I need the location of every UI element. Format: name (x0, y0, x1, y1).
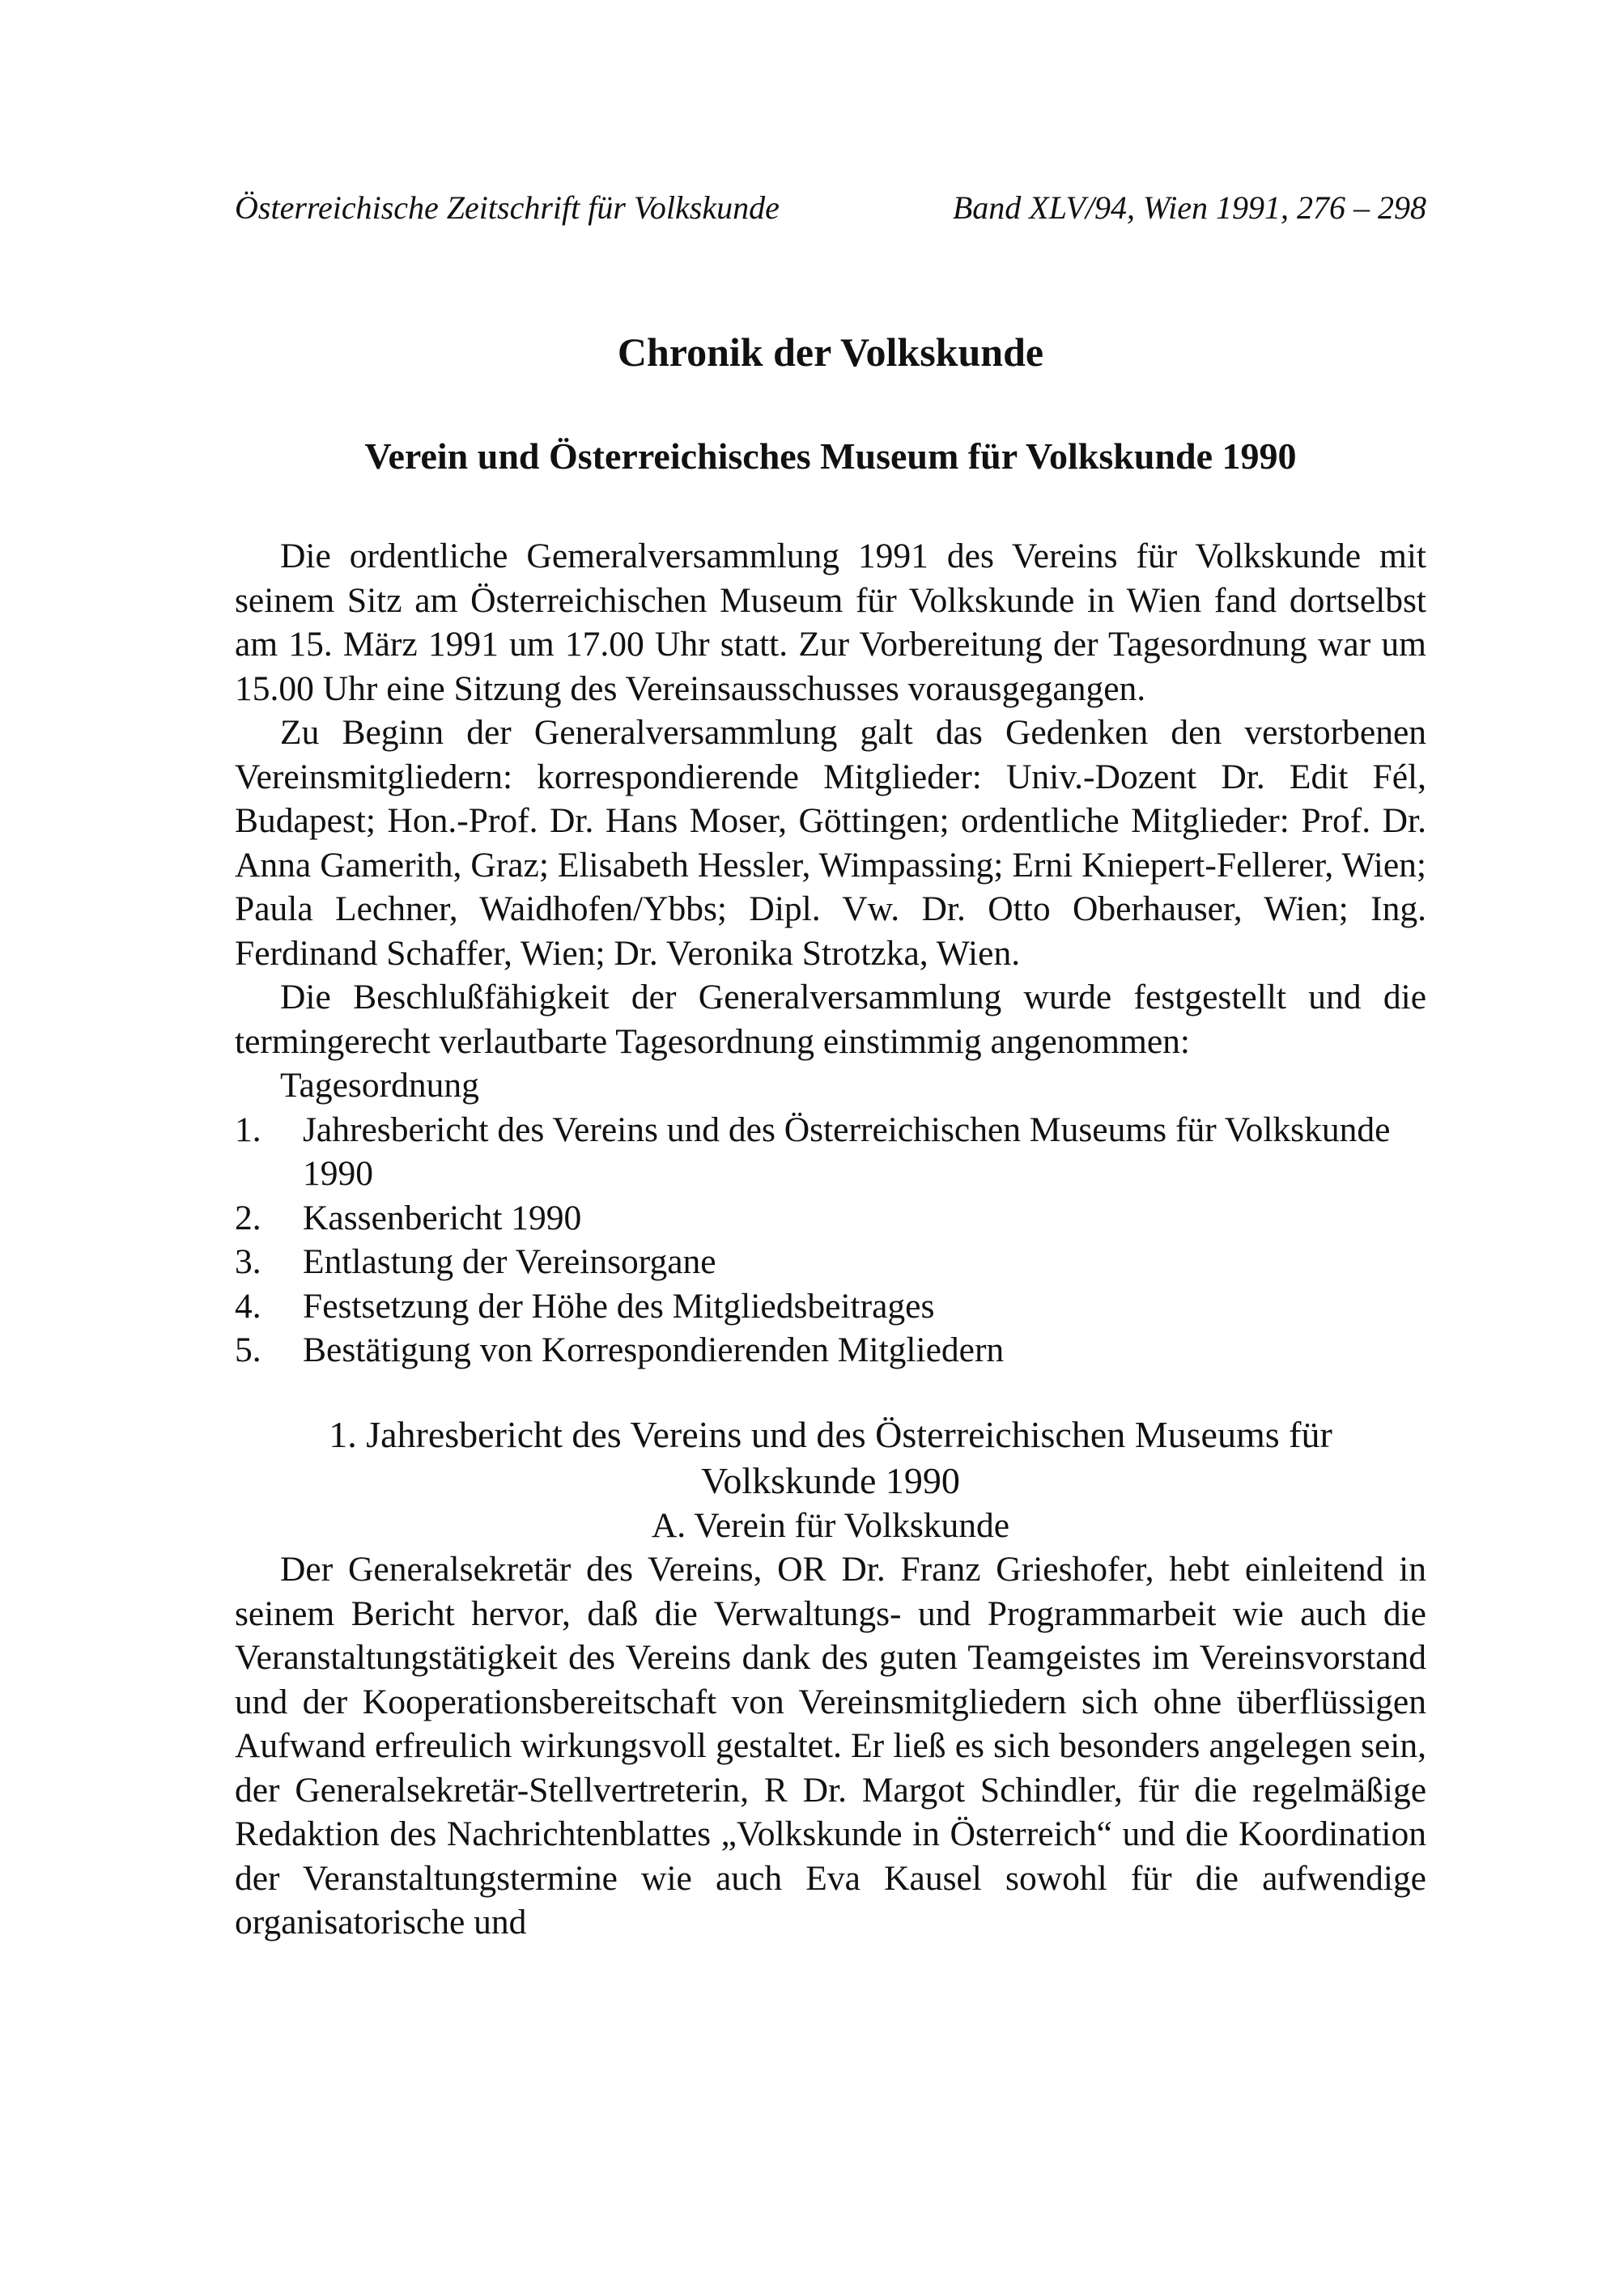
journal-name: Österreichische Zeitschrift für Volkskunde (235, 189, 780, 226)
agenda-item-number: 3. (235, 1242, 261, 1281)
agenda-item-number: 5. (235, 1330, 261, 1369)
agenda-item-text: Festsetzung der Höhe des Mitgliedsbeitrages (303, 1286, 935, 1326)
paragraph-quorum: Die Beschlußfähigkeit der Generalversammlung wurde festgestellt und die termingerecht verlautbarte Tagesordnung einstimmig angenommen: (235, 978, 1426, 1061)
agenda-item-text: Entlastung der Vereinsorgane (303, 1242, 716, 1281)
agenda-heading: Tagesordnung (280, 1066, 479, 1105)
paragraph-report: Der Generalsekretär des Vereins, OR Dr. Franz Grieshofer, hebt einleitend in seinem Bericht hervor, daß die Verwaltungs- und Programmarbeit wie auch die Veranstaltungstätigkeit des Vereins dank des guten Teamgeistes im Vereinsvorstand und der Kooperationsbereitschaft von Vereinsmitgliedern sich ohne überflüssigen Aufwand erfreulich wirkungsvoll gestaltet. Er ließ es sich besonders angelegen sein, der Generalsekretär-Stellvertreterin, R Dr. Margot Schindler, für die regelmäßige Redaktion des Nachrichtenblattes „Volkskunde in Österreich“ und die Koordination der Veranstaltungstermine wie auch Eva Kausel sowohl für die aufwendige organisatorische und (235, 1550, 1426, 1942)
agenda-item (235, 1108, 1426, 1196)
page-title: Chronik der Volkskunde (617, 329, 1044, 375)
agenda-item (235, 1328, 1426, 1373)
paragraph-meeting: Die ordentliche Gemeralversammlung 1991 des Vereins für Volkskunde mit seinem Sitz am Österreichischen Museum für Volkskunde in Wien fand dortselbst am 15. März 1991 um 17.00 Uhr statt. Zur Vorbereitung der Tagesordnung war um 15.00 Uhr eine Sitzung des Vereinsausschusses vorausgegangen. (235, 537, 1426, 708)
section-heading-line: 1. Jahresbericht des Vereins und des Österreichischen Museums für (329, 1413, 1332, 1455)
page-subtitle: Verein und Österreichisches Museum für Volkskunde 1990 (364, 435, 1297, 477)
agenda-item (235, 1196, 1426, 1241)
agenda-item-text: Kassenbericht 1990 (303, 1198, 582, 1237)
agenda-item-number: 1. (235, 1110, 261, 1149)
agenda-item-number: 2. (235, 1198, 261, 1237)
paragraph-memorial: Zu Beginn der Generalversammlung galt das Gedenken den verstorbenen Vereinsmitgliedern: korrespondierende Mitglieder: Univ.-Dozent Dr. Edit Fél, Budapest; Hon.-Prof. Dr. Hans Moser, Göttingen; ordentliche Mitglieder: Prof. Dr. Anna Gamerith, Graz; Elisabeth Hessler, Wimpassing; Erni Kniepert-Fellerer, Wien; Paula Lechner, Waidhofen/Ybbs; Dipl. Vw. Dr. Otto Oberhauser, Wien; Ing. Ferdinand Schaffer, Wien; Dr. Veronika Strotzka, Wien. (235, 713, 1426, 973)
agenda-list (235, 1108, 1426, 1373)
agenda-item (235, 1284, 1426, 1329)
volume-citation: Band XLV/94, Wien 1991, 276 – 298 (952, 189, 1426, 226)
running-head (235, 188, 1426, 228)
agenda-item (235, 1240, 1426, 1284)
section-subheading: A. Verein für Volkskunde (651, 1505, 1010, 1545)
article-body (235, 534, 1426, 1945)
section-heading-line: Volkskunde 1990 (701, 1459, 960, 1501)
agenda-item-text: Jahresbericht des Vereins und des Österreichischen Museums für Volkskunde 1990 (303, 1110, 1391, 1193)
agenda-item-number: 4. (235, 1286, 261, 1326)
section-heading (235, 1411, 1426, 1504)
agenda-item-text: Bestätigung von Korrespondierenden Mitgliedern (303, 1330, 1005, 1369)
